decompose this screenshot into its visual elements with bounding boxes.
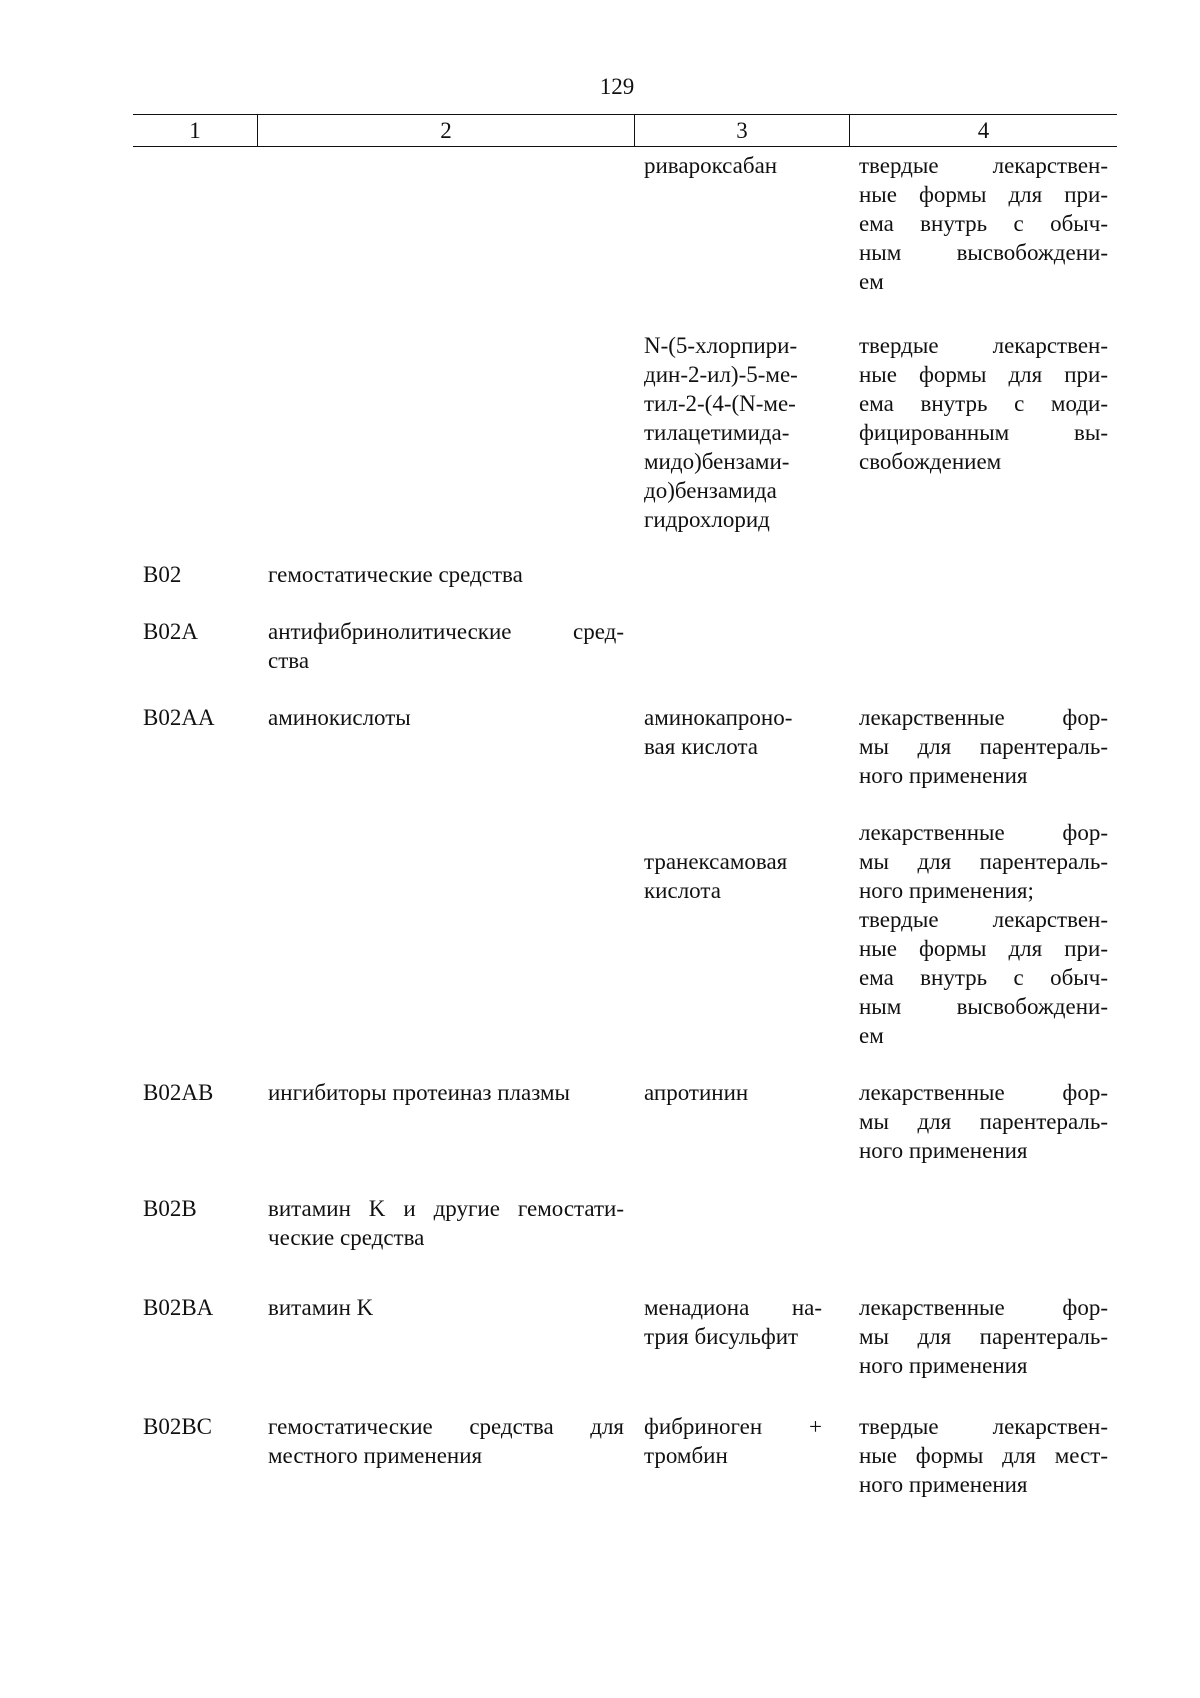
text-line: ема внутрь с обыч- [859,211,1108,236]
table-row-4-code: B02AA [143,705,215,730]
text-line: ства [268,648,310,673]
text-line: твердые лекарствен- [859,1414,1108,1439]
text-line: ного применения; [859,878,1034,903]
table-row-4-form [859,703,1108,790]
table-row-7-code: B02B [143,1196,197,1221]
table-row-0-substance [644,151,822,180]
text-line: ингибиторы протеиназ плазмы [268,1080,571,1105]
table-row-8-code: B02BA [143,1295,214,1320]
text-line: мы для парентераль- [859,734,1108,759]
table-row-8-substance [644,1293,822,1351]
table-row-8-form [859,1293,1108,1380]
text-line: гемостатические средства [268,562,523,587]
text-line: вая кислота [644,734,759,759]
table-row-3-group [268,617,624,675]
text-line: лекарственные фор- [859,820,1108,845]
text-line: ем [859,1023,884,1048]
text-line: мы для парентераль- [859,1324,1108,1349]
table-row-6-code: B02AB [143,1080,214,1105]
table-row-9-substance [644,1412,822,1470]
text-line: ема внутрь с обыч- [859,965,1108,990]
text-line: витамин K и другие гемостати- [268,1196,624,1221]
text-line: ного применения [859,1353,1028,1378]
text-line: витамин K [268,1295,374,1320]
text-line: кислота [644,878,721,903]
table-row-6-form [859,1078,1108,1165]
text-line: ного применения [859,1138,1028,1163]
text-line: транексамовая [644,849,788,874]
text-line: лекарственные фор- [859,705,1108,730]
text-line: лекарственные фор- [859,1295,1108,1320]
text-line: лекарственные фор- [859,1080,1108,1105]
text-line: ривароксабан [644,153,778,178]
text-line: гемостатические средства для [268,1414,624,1439]
text-line: ным высвобождени- [859,994,1108,1019]
table-row-6-substance [644,1078,822,1107]
table-row-9-form [859,1412,1108,1499]
text-line: трия бисульфит [644,1324,799,1349]
text-line: тил-2-(4-(N-ме- [644,391,796,416]
page-number: 129 [599,74,635,99]
header-col-1: 1 [133,115,258,146]
text-line: аминокислоты [268,705,411,730]
table-row-6-group [268,1078,624,1107]
table-row-4-group [268,703,624,732]
table-row-0-form [859,151,1108,296]
text-line: менадиона на- [644,1295,822,1320]
table-row-5-form [859,818,1108,1050]
text-line: фибриноген + [644,1414,822,1439]
header-col-2: 2 [258,115,635,146]
text-line: до)бензамида [644,478,777,503]
text-line: тилацетимида- [644,420,790,445]
header-col-4: 4 [977,118,990,143]
text-line: гидрохлорид [644,507,770,532]
text-line: свобождением [859,449,1002,474]
text-line: ные формы для при- [859,182,1108,207]
header-col-3: 3 [635,115,850,146]
text-line: фицированным вы- [859,420,1108,445]
text-line: аминокапроно- [644,705,793,730]
text-line: мы для парентераль- [859,849,1108,874]
text-line: ного применения [859,763,1028,788]
text-line: ные формы для при- [859,362,1108,387]
table-row-1-form [859,331,1108,476]
table-row-5-substance [644,847,822,905]
table-row-2-code: B02 [143,562,182,587]
text-line: твердые лекарствен- [859,907,1108,932]
text-line: ема внутрь с моди- [859,391,1108,416]
table-row-2-group [268,560,624,589]
text-line: ные формы для мест- [859,1443,1108,1468]
text-line: дин-2-ил)-5-ме- [644,362,798,387]
text-line: ческие средства [268,1225,425,1250]
text-line: ем [859,269,884,294]
text-line: твердые лекарствен- [859,333,1108,358]
table-row-4-substance [644,703,822,761]
text-line: ного применения [859,1472,1028,1497]
table-row-3-code: B02A [143,619,198,644]
text-line: N-(5-хлорпири- [644,333,798,358]
table-row-9-code: B02BC [143,1414,213,1439]
table-row-1-substance [644,331,822,534]
text-line: ным высвобождени- [859,240,1108,265]
table-row-8-group [268,1293,624,1322]
table-row-9-group [268,1412,624,1470]
text-line: тромбин [644,1443,728,1468]
table-row-7-group [268,1194,624,1252]
text-line: ные формы для при- [859,936,1108,961]
text-line: местного применения [268,1443,483,1468]
text-line: антифибринолитические сред- [268,619,624,644]
text-line: мидо)бензами- [644,449,790,474]
table-header-row [133,114,1117,147]
text-line: твердые лекарствен- [859,153,1108,178]
text-line: мы для парентераль- [859,1109,1108,1134]
text-line: апротинин [644,1080,749,1105]
